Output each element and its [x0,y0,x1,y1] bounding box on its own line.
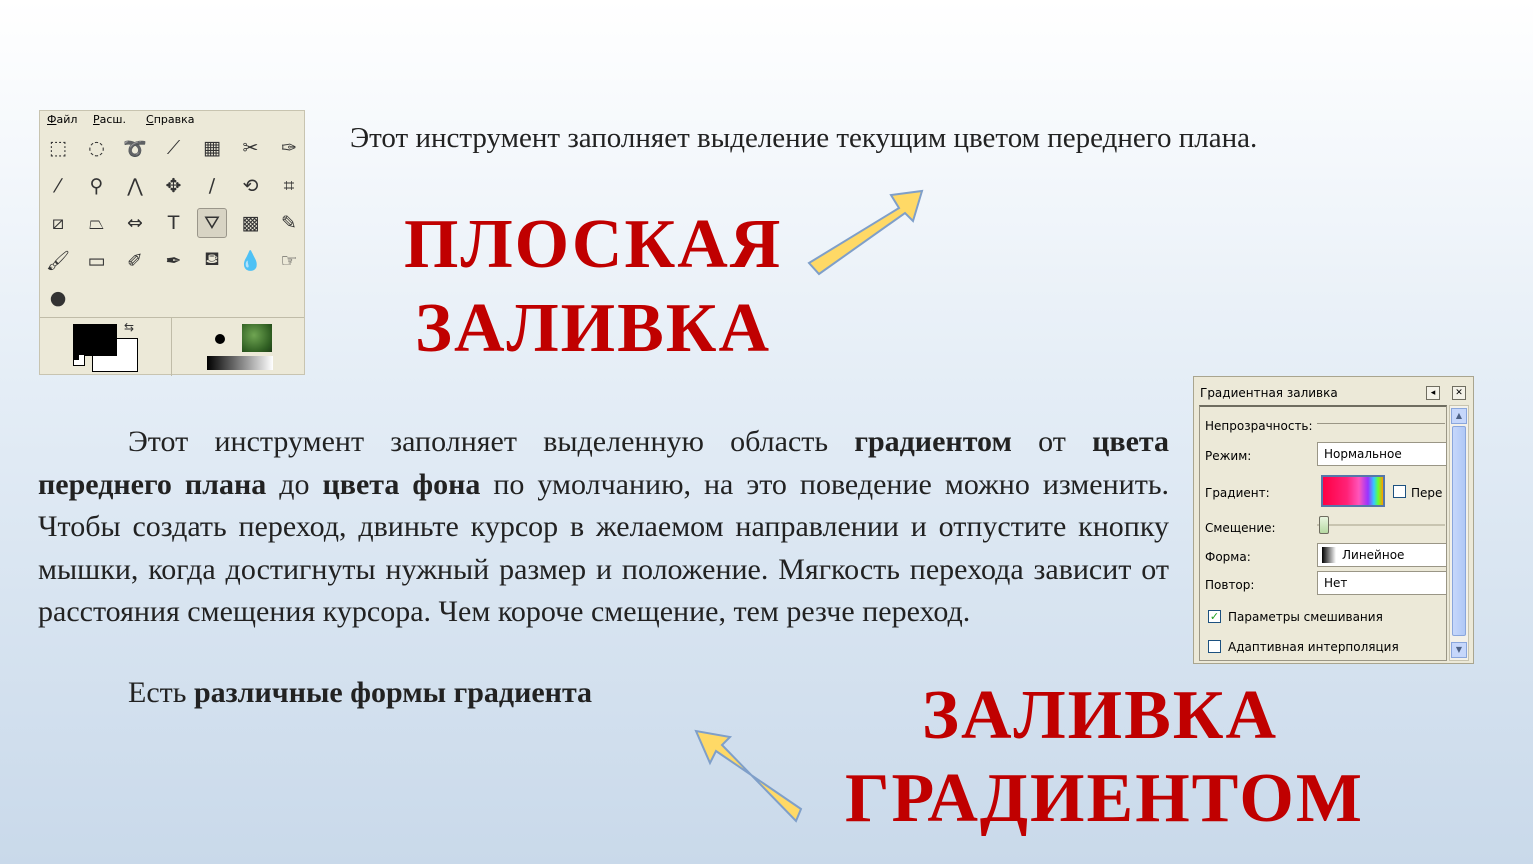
gradient-forms-note [128,676,592,710]
foreground-color-swatch[interactable] [73,324,117,356]
para-text: по умолчанию, на это поведение можно изменить. Чтобы создать переход, двиньте курсор в желаемом направлении и отпустите кнопку мышки, когда достигнуты нужный размер и положение. Мягкость перехода зависит от расстояния смещения курсора. Чем короче смещение, тем резче переход. [38,467,1170,628]
rect-select-icon[interactable]: ⬚ [49,137,67,159]
zoom-icon[interactable]: ⚲ [89,174,104,197]
blend-options-checkbox[interactable]: ✓ [1209,610,1220,623]
para2-bold: различные формы градиента [193,676,593,709]
gradient-label: Градиент: [1205,486,1270,500]
paths-icon[interactable]: ✑ [281,137,297,159]
scissors-select-icon[interactable]: ✂ [242,137,259,159]
panel-scrollbar[interactable] [1449,405,1469,661]
blend-options-label: Параметры смешивания [1228,610,1383,624]
para-text: Этот инструмент заполняет выделенную область [128,425,855,458]
gradient-preview[interactable] [207,356,273,370]
swap-colors-icon[interactable]: ⇆ [124,320,135,334]
gradient-select-button[interactable] [1321,475,1385,507]
flat-fill-title-line1: ПЛОСКАЯ [404,206,783,283]
reverse-label: Пере [1411,486,1443,500]
mode-label: Режим: [1205,449,1252,463]
para-bold: градиентом [854,425,1012,458]
smudge-icon[interactable]: ☞ [280,249,298,272]
gradient-description [38,421,1169,634]
crop-icon[interactable]: ⌗ [283,174,295,197]
text-icon[interactable]: T [167,212,180,234]
para2-text: Есть [128,676,194,709]
flat-fill-title-line2: ЗАЛИВКА [415,290,772,367]
airbrush-icon[interactable]: ✐ [127,249,143,272]
menu-help[interactable]: Справка [146,113,195,126]
para-text: до [266,467,323,501]
shape-value: Линейное [1342,548,1405,562]
gradient-fill-title-line2: ГРАДИЕНТОМ [845,760,1364,837]
shape-select[interactable] [1317,543,1447,567]
mode-select[interactable]: Нормальное [1317,442,1447,466]
select-by-color-icon[interactable]: ▦ [203,137,221,159]
ellipse-select-icon[interactable]: ◌ [88,137,105,159]
flat-fill-description: Этот инструмент заполняет выделение текущим цветом переднего плана. [350,122,1258,154]
knife-icon[interactable]: ∕ [208,174,216,197]
blur-icon[interactable]: 💧 [238,250,263,272]
opacity-label: Непрозрачность: [1205,419,1313,433]
ink-icon[interactable]: ✒ [165,249,182,272]
default-colors-icon[interactable] [73,354,85,366]
dodge-burn-icon[interactable]: ● [49,287,67,309]
color-picker-icon[interactable]: ⁄ [56,174,60,197]
transform-icon[interactable]: ⟲ [242,174,259,197]
para-bold: цвета переднего плана [38,425,1170,501]
reverse-checkbox[interactable] [1393,485,1406,498]
clone-icon[interactable]: ⛾ [204,248,220,270]
para-text: от [1011,425,1093,458]
brush-preview[interactable] [215,334,225,344]
offset-slider-handle[interactable] [1319,516,1329,534]
panel-title: Градиентная заливка [1200,386,1338,400]
scroll-down-icon[interactable]: ▼ [1451,642,1467,658]
opacity-slider[interactable] [1317,423,1445,424]
eraser-icon[interactable]: ▭ [87,249,106,272]
color-area [40,317,304,376]
offset-slider-track[interactable] [1317,524,1445,526]
menu-file[interactable]: Файл [47,113,78,126]
bucket-fill-icon[interactable]: ⛛ [197,208,227,238]
repeat-label: Повтор: [1205,578,1255,592]
blend-icon[interactable]: ▩ [241,212,260,234]
shear-icon[interactable]: ⧄ [51,212,65,234]
perspective-icon[interactable]: ⏢ [88,212,105,234]
move-icon[interactable]: ✥ [165,174,182,197]
flip-icon[interactable]: ⇔ [127,212,143,234]
panel-menu-icon[interactable]: ◂ [1426,386,1440,400]
measure-icon[interactable]: ⋀ [127,174,143,197]
repeat-select[interactable]: Нет [1317,571,1447,595]
para-bold: цвета фона [322,467,481,501]
panel-options [1199,405,1447,661]
offset-label: Смещение: [1205,521,1276,535]
pattern-preview[interactable] [242,324,272,352]
magic-wand-icon[interactable]: ⟋ [166,137,181,159]
divider [171,318,172,376]
linear-gradient-icon [1322,547,1336,563]
gimp-toolbox [39,110,305,375]
adaptive-interpolation-label: Адаптивная интерполяция [1228,640,1399,654]
shape-label: Форма: [1205,550,1251,564]
menu-extensions[interactable]: Расш. [93,113,126,126]
lasso-icon[interactable]: ➰ [123,137,147,160]
toolbox-menubar [40,111,304,130]
arrow-up-right-icon [805,185,925,277]
gradient-tool-options-panel [1193,376,1474,664]
pencil-icon[interactable]: ✎ [281,212,297,234]
arrow-up-left-icon [692,725,807,825]
scroll-up-icon[interactable]: ▲ [1451,408,1467,424]
gradient-fill-title-line1: ЗАЛИВКА [922,677,1279,754]
adaptive-interpolation-checkbox[interactable] [1208,640,1221,653]
scrollbar-thumb[interactable] [1452,426,1466,636]
panel-close-icon[interactable]: ✕ [1452,386,1466,400]
paintbrush-icon[interactable]: 🖌 [45,250,71,272]
